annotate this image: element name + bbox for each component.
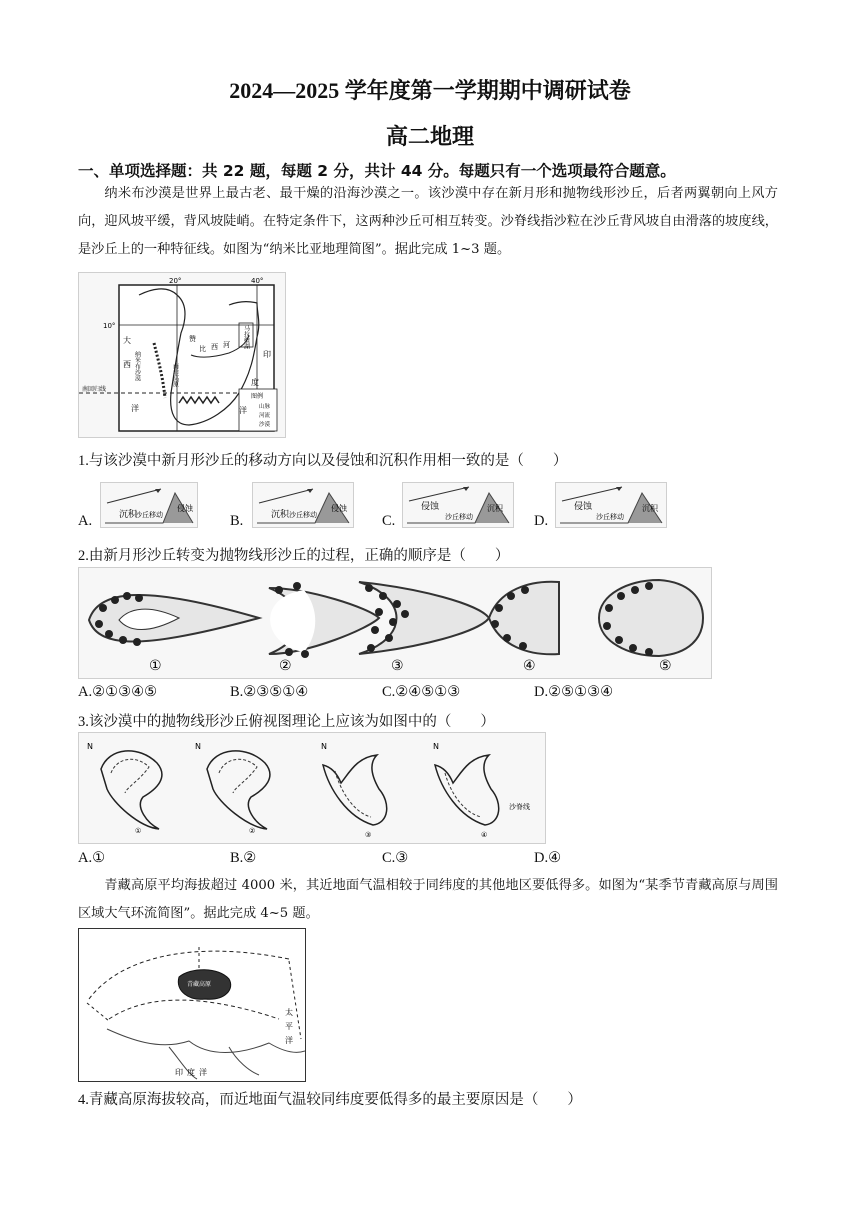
q2-option-c[interactable]: C.②④⑤①③: [382, 684, 461, 700]
q1-option-a[interactable]: [78, 513, 92, 530]
q3-stem: 3.该沙漠中的抛物线形沙丘俯视图理论上应该为如图中的（ ）: [78, 714, 495, 730]
q1-a-right: 侵蚀: [177, 504, 193, 513]
q1-figure-d: [555, 482, 667, 528]
q2-stem: 2.由新月形沙丘转变为抛物线形沙丘的过程，正确的顺序是（ ）: [78, 548, 510, 564]
legend-title: 图例: [251, 393, 264, 400]
exam-title: 2024—2025 学年度第一学期期中调研试卷: [229, 78, 631, 103]
q3-ridge-label: 沙脊线: [509, 803, 530, 811]
q1-c-right: 沉积: [487, 504, 503, 513]
q1-b-left: 沉积: [271, 510, 290, 520]
indian-ocean-label-1: 印: [175, 1068, 183, 1077]
tibet-circulation-map: [78, 928, 306, 1082]
q1-option-d[interactable]: [534, 513, 548, 530]
legend-desert: 沙漠: [259, 422, 271, 428]
pacific-label-1: 太: [285, 1008, 293, 1017]
q1-c-left: 侵蚀: [421, 502, 440, 512]
q1-d-move: 沙丘移动: [596, 513, 624, 521]
q1-figure-d-svg: [556, 483, 666, 527]
indian-ocean-label-2: 度: [187, 1068, 195, 1077]
q1-figure-b-svg: [253, 483, 353, 527]
q2-fig-label-3: ③: [391, 658, 404, 674]
ocean-label-yin: 印: [263, 350, 271, 359]
q2-figure: [78, 567, 712, 679]
q3-option-a[interactable]: A.①: [78, 850, 106, 866]
ocean-label-da: 大: [123, 336, 131, 345]
q1-figure-c-svg: [403, 483, 513, 527]
q1-option-a-letter: A.: [78, 513, 93, 529]
tropic-label: 南回归线: [82, 386, 107, 393]
q1-figure-b: [252, 482, 354, 528]
q1-b-right: 侵蚀: [331, 504, 347, 513]
q2-fig-label-1: ①: [149, 658, 162, 674]
q3-fig-label-4: ④: [481, 831, 488, 839]
q2-fig-label-2: ②: [279, 658, 292, 674]
ocean-label-yang-2: 洋: [239, 406, 247, 415]
q3-fig-label-1: ①: [135, 827, 142, 835]
q3-figure: [78, 732, 546, 844]
ocean-label-xi: 西: [123, 360, 131, 369]
q2-fig-label-5: ⑤: [659, 658, 672, 674]
q3-north-1: N: [87, 742, 93, 751]
ocean-label-du: 度: [251, 378, 259, 387]
pacific-label-2: 平: [285, 1022, 293, 1031]
q2-fig-label-4: ④: [523, 658, 536, 674]
river-label-2: 比: [199, 345, 206, 353]
indian-ocean-label-3: 洋: [199, 1068, 207, 1077]
q1-option-c[interactable]: [382, 513, 395, 530]
q2-option-b[interactable]: B.②③⑤①④: [230, 684, 309, 700]
q1-a-left: 沉积: [119, 510, 138, 520]
plateau-label: 南非高原: [171, 363, 179, 387]
q3-north-2: N: [195, 742, 201, 751]
q1-figure-a-svg: [101, 483, 197, 527]
q4-stem: 4.青藏高原海拔较高，而近地面气温较同纬度要低得多的最主要原因是（ ）: [78, 1092, 582, 1108]
ocean-label-yang: 洋: [131, 404, 139, 413]
lon-20-label: 20°: [169, 277, 182, 285]
river-label-1: 赞: [189, 335, 196, 343]
q1-option-b[interactable]: [230, 513, 243, 530]
malawi-label: 马拉维湖: [242, 325, 250, 349]
q3-north-3: N: [321, 742, 327, 751]
river-label-3: 西: [211, 343, 218, 351]
section-heading: 一、单项选择题：共 22 题，每题 2 分，共计 44 分。每题只有一个选项最符合题意。: [78, 162, 676, 180]
namibia-map: [78, 272, 286, 438]
passage-1-text: 纳米布沙漠是世界上最古老、最干燥的沿海沙漠之一。该沙漠中存在新月形和抛物线形沙丘，后者两翼朝向上风方向，迎风坡平缓，背风坡陡峭。在特定条件下，这两种沙丘可相互转变。沙脊线指沙粒在沙丘背风坡自由滑落的坡度线，是沙丘上的一种特征线。如图为“纳米比亚地理简图”。据此完成 1~3 题。: [78, 186, 778, 257]
legend-river: 河流: [259, 413, 271, 419]
namib-label: 纳米布沙漠: [133, 351, 141, 381]
q3-fig-label-3: ③: [365, 831, 372, 839]
q1-c-move: 沙丘移动: [445, 513, 473, 521]
q1-figure-c: [402, 482, 514, 528]
q2-option-a[interactable]: A.②①③④⑤: [78, 684, 158, 700]
q1-figure-a: [100, 482, 198, 528]
q1-option-b-letter: B.: [230, 513, 244, 529]
exam-subtitle: 高二地理: [385, 124, 474, 149]
q1-option-c-letter: C.: [382, 513, 396, 529]
legend-mountain: 山脉: [259, 404, 271, 410]
q1-b-move: 沙丘移动: [289, 511, 317, 519]
lat-10-label: 10°: [103, 322, 116, 330]
passage-2-text: 青藏高原平均海拔超过 4000 米，其近地面气温相较于同纬度的其他地区要低得多。如图为“某季节青藏高原与周围区域大气环流简图”。据此完成 4~5 题。: [78, 878, 778, 921]
passage-2: [78, 872, 778, 928]
lon-40-label: 40°: [251, 277, 264, 285]
q1-stem: 1.与该沙漠中新月形沙丘的移动方向以及侵蚀和沉积作用相一致的是（ ）: [78, 453, 568, 469]
q2-option-d[interactable]: D.②⑤①③④: [534, 684, 614, 700]
namibia-map-svg: [79, 273, 285, 437]
q1-a-move: 沙丘移动: [135, 511, 163, 519]
q3-north-4: N: [433, 742, 439, 751]
q1-d-left: 侵蚀: [574, 502, 593, 512]
q3-option-c[interactable]: C.③: [382, 850, 409, 866]
q3-option-d[interactable]: D.④: [534, 850, 562, 866]
passage-1: [78, 180, 778, 264]
q3-option-b[interactable]: B.②: [230, 850, 257, 866]
q1-option-d-letter: D.: [534, 513, 549, 529]
plateau-name: 青藏高原: [187, 981, 212, 988]
pacific-label-3: 洋: [285, 1036, 293, 1045]
tibet-circulation-map-svg: [79, 929, 305, 1081]
river-label-4: 河: [223, 341, 230, 349]
q3-fig-label-2: ②: [249, 827, 256, 835]
q1-d-right: 沉积: [642, 504, 658, 513]
q3-figure-svg: [79, 733, 545, 843]
q2-figure-svg: [79, 568, 711, 678]
